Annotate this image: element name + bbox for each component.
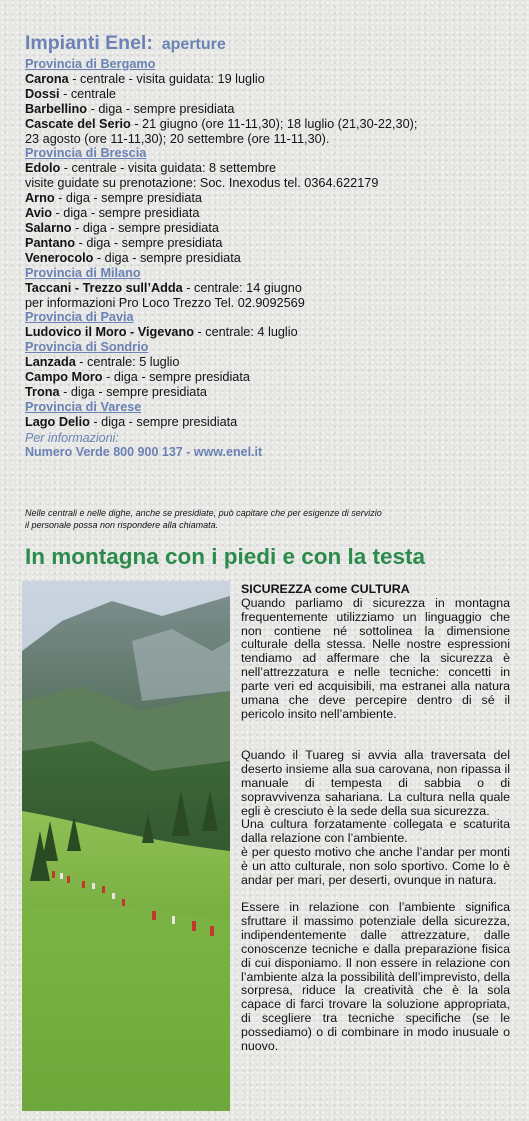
plant-entry [25, 117, 520, 132]
plant-details: - centrale - visita guidata: 8 settembre [60, 161, 277, 176]
plant-entry [25, 325, 520, 340]
plant-entry [25, 385, 520, 400]
title-sub: aperture [161, 36, 226, 53]
plant-entry [25, 102, 520, 117]
info-contact: Numero Verde 800 900 137 - www.enel.it [25, 445, 263, 459]
plant-details: - diga - sempre presidiata [89, 414, 238, 429]
plant-details: - diga - sempre presidiata [52, 206, 200, 221]
plant-details: visite guidate su prenotazione: Soc. Inexodus tel. 0364.622179 [25, 176, 379, 191]
article-subheading: SICUREZZA come CULTURA [241, 582, 410, 596]
plant-name: Lanzada [25, 355, 76, 370]
province-heading: Provincia di Bergamo [25, 57, 156, 71]
plant-details: - centrale: 5 luglio [75, 355, 180, 370]
plant-details: - diga - sempre presidiata [59, 384, 207, 399]
province-heading: Provincia di Brescia [25, 146, 147, 161]
plant-entry [25, 236, 520, 251]
province-heading: Provincia di Sondrio [25, 340, 149, 355]
disclaimer [25, 507, 520, 532]
province-heading: Provincia di Varese [25, 399, 142, 414]
plant-entry [25, 161, 520, 176]
plant-entry [25, 176, 520, 191]
province-heading: Provincia di Pavia [25, 310, 134, 325]
section-heading: In montagna con i piedi e con la testa [25, 544, 426, 569]
plant-name: Taccani - Trezzo sull’Adda [25, 280, 183, 295]
plant-details: 23 agosto (ore 11-11,30); 20 settembre (ore 11-11,30). [25, 131, 330, 146]
mountain-hikers-photo [22, 581, 230, 1111]
article-paragraph: Una cultura forzatamente collegata e scaturita dalla relazione con l’ambiente. [241, 817, 510, 846]
plant-entry [25, 296, 520, 311]
article-paragraph: Quando il Tuareg si avvia alla traversata del deserto insieme alla sua carovana, non ripassa il manuale di tempesta di sabbia o di sopravvivenza sahariana. La cultura nella quale egli è cresciuto è la sede della sua sicurezza. [241, 748, 510, 818]
plant-entry [25, 415, 520, 430]
plant-entry [25, 72, 520, 87]
page-title [25, 20, 226, 57]
plant-name: Ludovico il Moro - Vigevano [25, 325, 194, 340]
plant-entry [25, 370, 520, 385]
plant-details: - diga - sempre presidiata [102, 370, 250, 385]
plant-entry [25, 221, 520, 236]
plant-name: Carona [25, 71, 69, 86]
plant-details: - 21 giugno (ore 11-11,30); 18 luglio (21,30-22,30); [130, 116, 418, 131]
plant-name: Edolo [25, 161, 61, 176]
plant-name: Avio [25, 206, 53, 221]
plant-entry [25, 206, 520, 221]
article-paragraph: Quando parliamo di sicurezza in montagna frequentemente utilizziamo un linguaggio che non contiene né sottolinea la dimensione culturale della stessa. Nelle nostre espressioni tendiamo ad affermare che la sicurezza è nell’attrezzatura e nelle tecniche: concetti in parte veri ed acquisibili, ma estranei alla natura umana che deve percepire dentro di sé il pericolo insito nell’ambiente. [241, 595, 510, 721]
plant-entry [25, 191, 520, 206]
plant-details: - diga - sempre presidiata [87, 101, 235, 116]
plant-details: - centrale [59, 86, 116, 101]
plant-entry [25, 281, 520, 296]
plant-details: - diga - sempre presidiata [93, 250, 241, 265]
plant-details: - centrale: 4 luglio [193, 325, 298, 340]
plant-entry [25, 355, 520, 370]
title-main: Impianti Enel: [25, 32, 153, 54]
plant-details: - centrale - visita guidata: 19 luglio [68, 71, 265, 86]
plant-name: Salarno [25, 220, 72, 235]
plant-name: Venerocolo [25, 250, 94, 265]
plant-entry [25, 87, 520, 102]
plant-name: Lago Delio [25, 414, 90, 429]
plant-entry [25, 251, 520, 266]
safety-article [241, 583, 510, 1054]
plant-details: - diga - sempre presidiata [54, 191, 202, 206]
plant-details: per informazioni Pro Loco Trezzo Tel. 02.9092569 [25, 295, 305, 310]
plant-name: Pantano [25, 235, 76, 250]
province-heading: Provincia di Milano [25, 265, 141, 280]
disclaimer-line: il personale possa non rispondere alla chiamata. [25, 520, 219, 531]
disclaimer-line: Nelle centrali e nelle dighe, anche se presidiate, può capitare che per esigenze di servizio [25, 508, 382, 518]
info-label: Per informazioni: [25, 431, 119, 445]
plant-name: Arno [25, 191, 55, 206]
plant-details: - diga - sempre presidiata [71, 220, 219, 235]
plant-name: Trona [25, 384, 60, 399]
plant-details: - diga - sempre presidiata [75, 235, 223, 250]
plant-name: Cascate del Serio [25, 116, 131, 131]
article-paragraph: Essere in relazione con l’ambiente significa sfruttare il massimo potenziale della sicurezza, indipendentemente dalle attrezzature, dalle conoscenze tecniche e dalla preparazione fisica di cui disponiamo. Il non essere in relazione con l’ambiente alza la possibilità dell’imprevisto, della sorpresa, riduce la creatività che è la sola capace di farci trovare la soluzione appropriata, di scegliere tra tecniche specifiche (se le possediamo) o di combinare in modo inusuale o nuovo. [241, 900, 510, 1053]
plant-details: - centrale: 14 giugno [182, 280, 302, 295]
plant-openings-list [25, 57, 520, 430]
plant-name: Barbellino [25, 101, 88, 116]
plant-name: Dossi [25, 86, 60, 101]
article-paragraph: è per questo motivo che anche l’andar per monti è un atto culturale, non solo sportivo. Come lo è andar per mari, per deserti, ovunque in natura. [241, 845, 510, 887]
plant-name: Campo Moro [25, 370, 103, 385]
plant-entry [25, 132, 520, 147]
